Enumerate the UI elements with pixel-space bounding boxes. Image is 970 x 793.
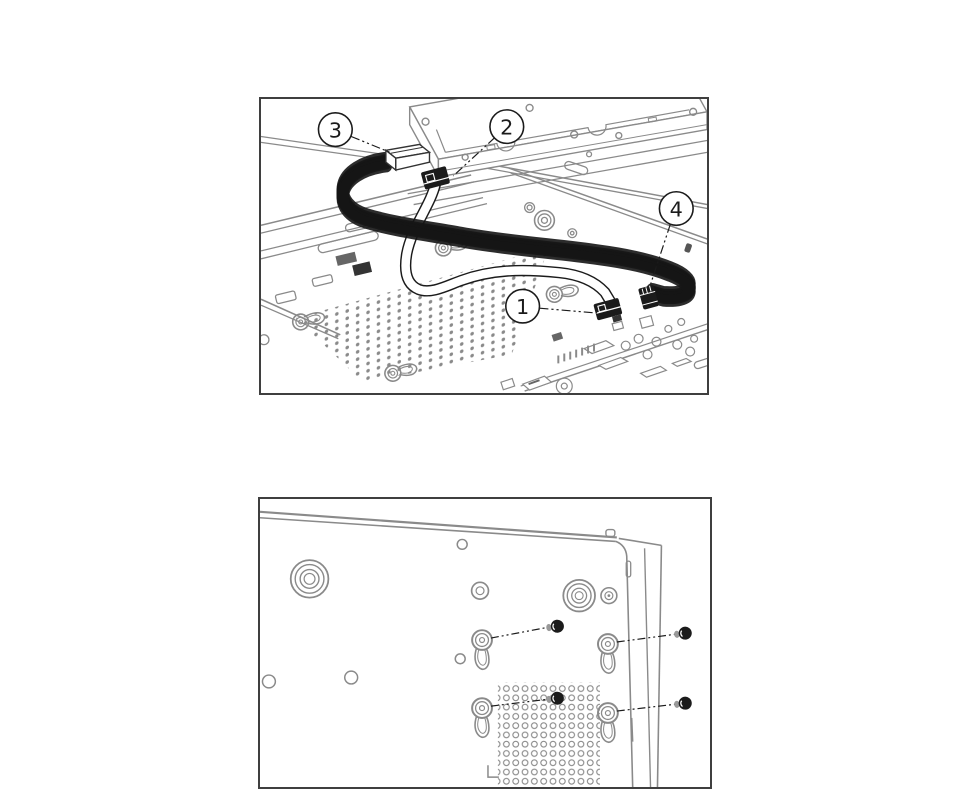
edge-tab <box>606 530 615 537</box>
rubber-foot <box>291 560 329 597</box>
callout-2 <box>490 110 524 144</box>
fixing-screw <box>673 626 692 641</box>
rubber-feet-and-holes <box>262 539 616 687</box>
callout-3-label: 3 <box>328 118 342 143</box>
callout-4-label: 4 <box>669 197 683 222</box>
vent-holes <box>488 682 600 787</box>
hdd-power-connector <box>386 144 430 170</box>
rubber-foot <box>563 580 595 612</box>
callout-2-label: 2 <box>500 115 514 140</box>
hdd-cable-connection-drawing <box>261 99 707 393</box>
callout-1 <box>506 289 540 323</box>
standoff-grommets <box>525 203 577 238</box>
fixing-screw <box>545 619 565 635</box>
figure-bottom-screw-installation <box>258 497 712 789</box>
fixing-screw <box>673 696 692 711</box>
callout-3 <box>318 113 352 147</box>
bottom-panel <box>260 512 661 787</box>
callout-4 <box>659 192 693 226</box>
hard-drive <box>410 99 707 177</box>
callout-1-label: 1 <box>516 295 530 320</box>
hdd-data-connector <box>421 166 451 190</box>
silkscreen-corner-mark <box>488 765 499 777</box>
motherboard <box>501 316 698 393</box>
bottom-screws-drawing <box>260 499 710 787</box>
figure-hdd-cable-connection <box>259 97 709 395</box>
